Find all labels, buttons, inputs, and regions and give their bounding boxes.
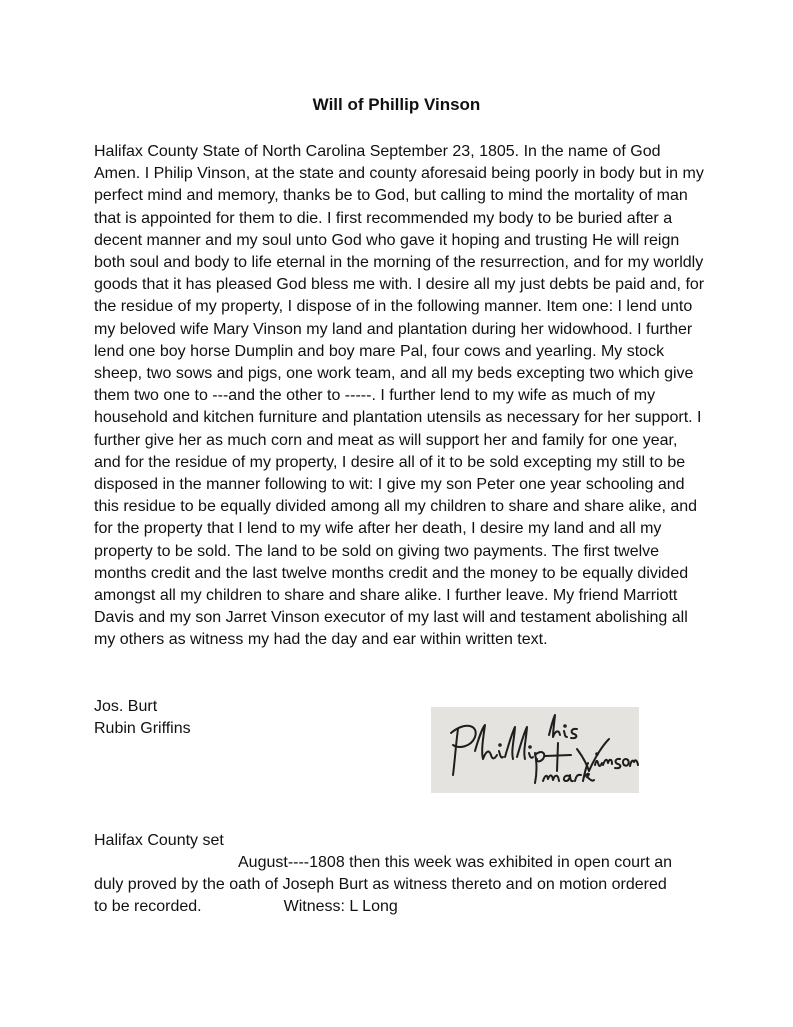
signature-image <box>431 707 639 793</box>
court-line: to be recorded. <box>94 898 202 915</box>
court-witness: Witness: L Long <box>283 898 398 915</box>
witness-name: Jos. Burt <box>94 698 158 715</box>
court-line-final <box>94 896 706 918</box>
document-title: Will of Phillip Vinson <box>312 95 481 114</box>
court-heading: Halifax County set <box>94 832 224 849</box>
will-body-text: Halifax County State of North Carolina September 23, 1805. In the name of God Amen. I Philip Vinson, at the state and county aforesaid being poorly in body but in my perfect mind and memory, thanks be to God, but calling to mind the mortality of man that is appointed for them to die. I first recommended my body to be buried after a decent manner and my soul unto God who gave it hoping and trusting He will reign both soul and body to life eternal in the morning of the resurrection, and for my worldly goods that it has pleased God bless me with. I desire all my just debts be paid and, for the residue of my property, I dispose of in the following manner. Item one: I lend unto my beloved wife Mary Vinson my land and plantation during her widowhood. I further lend one boy horse Dumplin and boy mare Pal, four cows and yearling. My stock sheep, two sows and pigs, one work team, and all my beds excepting two which give them two one to ---and the other to -----. I further lend to my wife as much of my household and kitchen furniture and plantation utensils as necessary for her support. I further give her as much corn and meat as will support her and family for one year, and for the residue of my property, I desire all of it to be sold excepting my still to be disposed in the manner following to wit: I give my son Peter one year schooling and this residue to be equally divided among all my children to share and share alike, and for the property that I lend to my wife after her death, I desire my land and all my property to be sold. The land to be sold on giving two payments. The first twelve months credit and the last twelve months credit and the money to be equally divided amongst all my children to share and share alike. I further leave. My friend Marriott Davis and my son Jarret Vinson executor of my last will and testament abolishing all my others as witness my had the day and ear within written text. <box>94 143 705 649</box>
court-line: duly proved by the oath of Joseph Burt as witness thereto and on motion ordered <box>94 876 667 893</box>
court-record-text <box>94 852 706 918</box>
handwritten-signature <box>431 707 639 793</box>
court-line: August----1808 then this week was exhibited in open court an <box>238 854 673 871</box>
witness-name: Rubin Griffins <box>94 720 191 737</box>
